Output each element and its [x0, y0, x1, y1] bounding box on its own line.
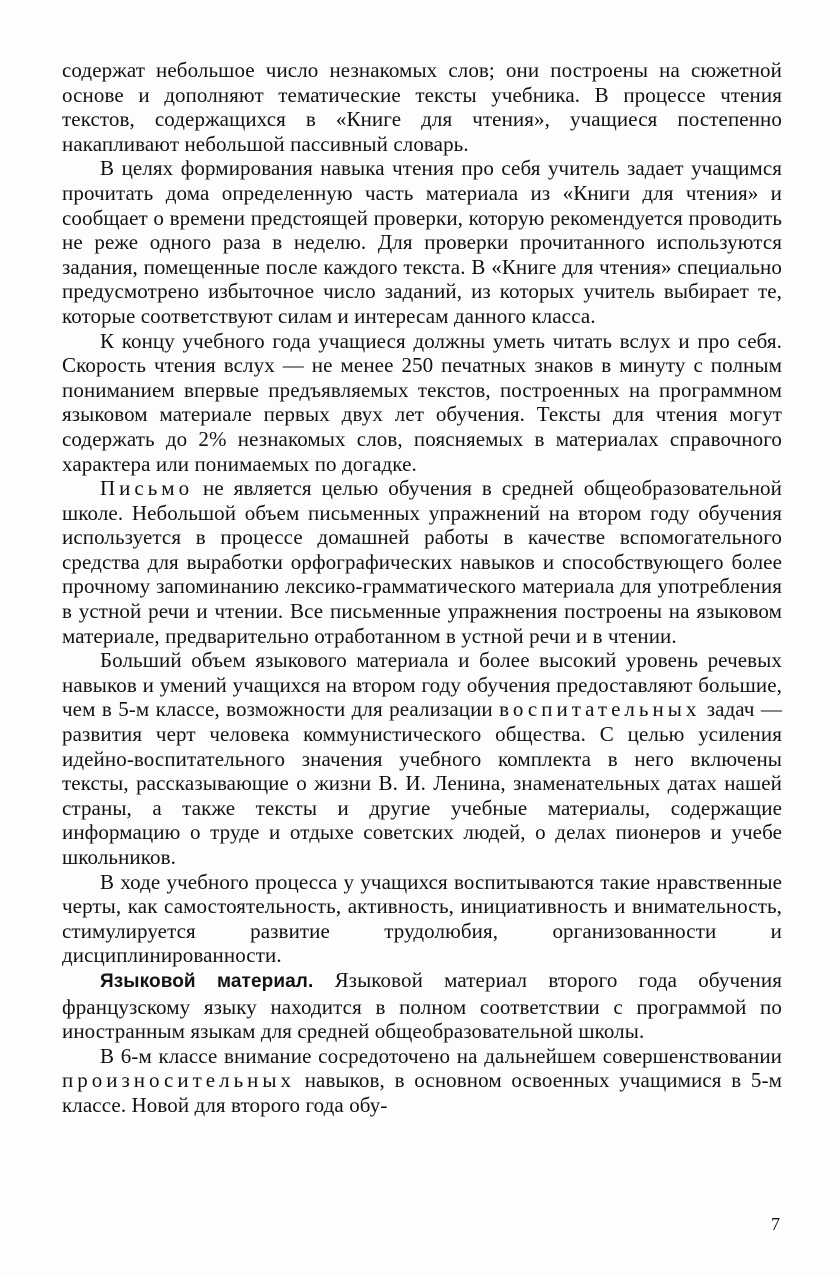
page-number: 7 — [771, 1214, 780, 1234]
spaced-term-proiznositelnykh: произносительных — [62, 1068, 295, 1093]
paragraph-7 — [62, 968, 782, 1044]
section-heading-yazykovoy-material: Языковой материал. — [100, 970, 314, 992]
paragraph-1: содержат небольшое число незнакомых слов; они построены на сюжетной основе и дополняют тематические тексты учебника. В процессе чтения текстов, содержащихся в «Книге для чтения», учащиеся постепенно накапливают небольшой пассивный словарь. — [62, 58, 782, 156]
spaced-term-pismo: Письмо — [100, 476, 194, 501]
paragraph-5-after: задач — развития черт человека коммунистического общества. С целью усиления идейно-воспитательного значения учебного комплекта в него включены тексты, рассказывающие о жизни В. И. Ленина, знаменательных датах нашей страны, а также тексты и другие учебные материалы, содержащие информацию о труде и отдыхе советских людей, о делах пионеров и учебе школьников. — [62, 697, 782, 869]
paragraph-4 — [62, 476, 782, 648]
paragraph-8-after: навыков, в основном освоенных учащимися в 5-м классе. Новой для второго года обу- — [62, 1068, 782, 1117]
spaced-term-vospitatelnykh: воспитательных — [499, 697, 701, 722]
paragraph-6: В ходе учебного процесса у учащихся воспитываются такие нравственные черты, как самостоятельность, активность, инициативность и внимательность, стимулируется развитие трудолюбия, организованности и дисциплинированности. — [62, 869, 782, 968]
paragraph-2: В целях формирования навыка чтения про себя учитель задает учащимся прочитать дома определенную часть материала из «Книги для чтения» и сообщает о времени предстоящей проверки, которую рекомендуется проводить не реже одного раза в неделю. Для проверки прочитанного используются задания, помещенные после каждого текста. В «Книге для чтения» специально предусмотрено избыточное число заданий, из которых учитель выбирает те, которые соответствуют силам и интересам данного класса. — [62, 156, 782, 328]
paragraph-3: К концу учебного года учащиеся должны уметь читать вслух и про себя. Скорость чтения вслух — не менее 250 печатных знаков в минуту с полным пониманием впервые предъявляемых текстов, построенных на программном языковом материале первых двух лет обучения. Тексты для чтения могут содержать до 2% незнакомых слов, поясняемых в материалах справочного характера или понимаемых по догадке. — [62, 328, 782, 476]
paragraph-5-before: Больший объем языкового материала и более высокий уровень речевых навыков и умений учащихся на втором году обучения предоставляют большие, чем в 5-м классе, возможности для реализации — [62, 648, 782, 722]
paragraph-4-text: не является целью обучения в средней общеобразовательной школе. Небольшой объем письменных упражнений на втором году обучения используется в процессе домашней работы в качестве вспомогательного средства для выработки орфографических навыков и способствующего более прочному запоминанию лексико-грамматического материала для употребления в устной речи и чтении. Все письменные упражнения построены на языковом материале, предварительно отработанном в устной речи и в чтении. — [62, 476, 782, 648]
body-text — [62, 58, 782, 1118]
paragraph-7-text: Языковой материал второго года обучения французскому языку находится в полном соответствии с программой по иностранным языкам для средней общеобразовательной школы. — [62, 967, 782, 1044]
paragraph-8 — [62, 1044, 782, 1118]
paragraph-8-before: В 6-м классе внимание сосредоточено на дальнейшем совершенствовании — [100, 1043, 782, 1068]
paragraph-5 — [62, 648, 782, 869]
